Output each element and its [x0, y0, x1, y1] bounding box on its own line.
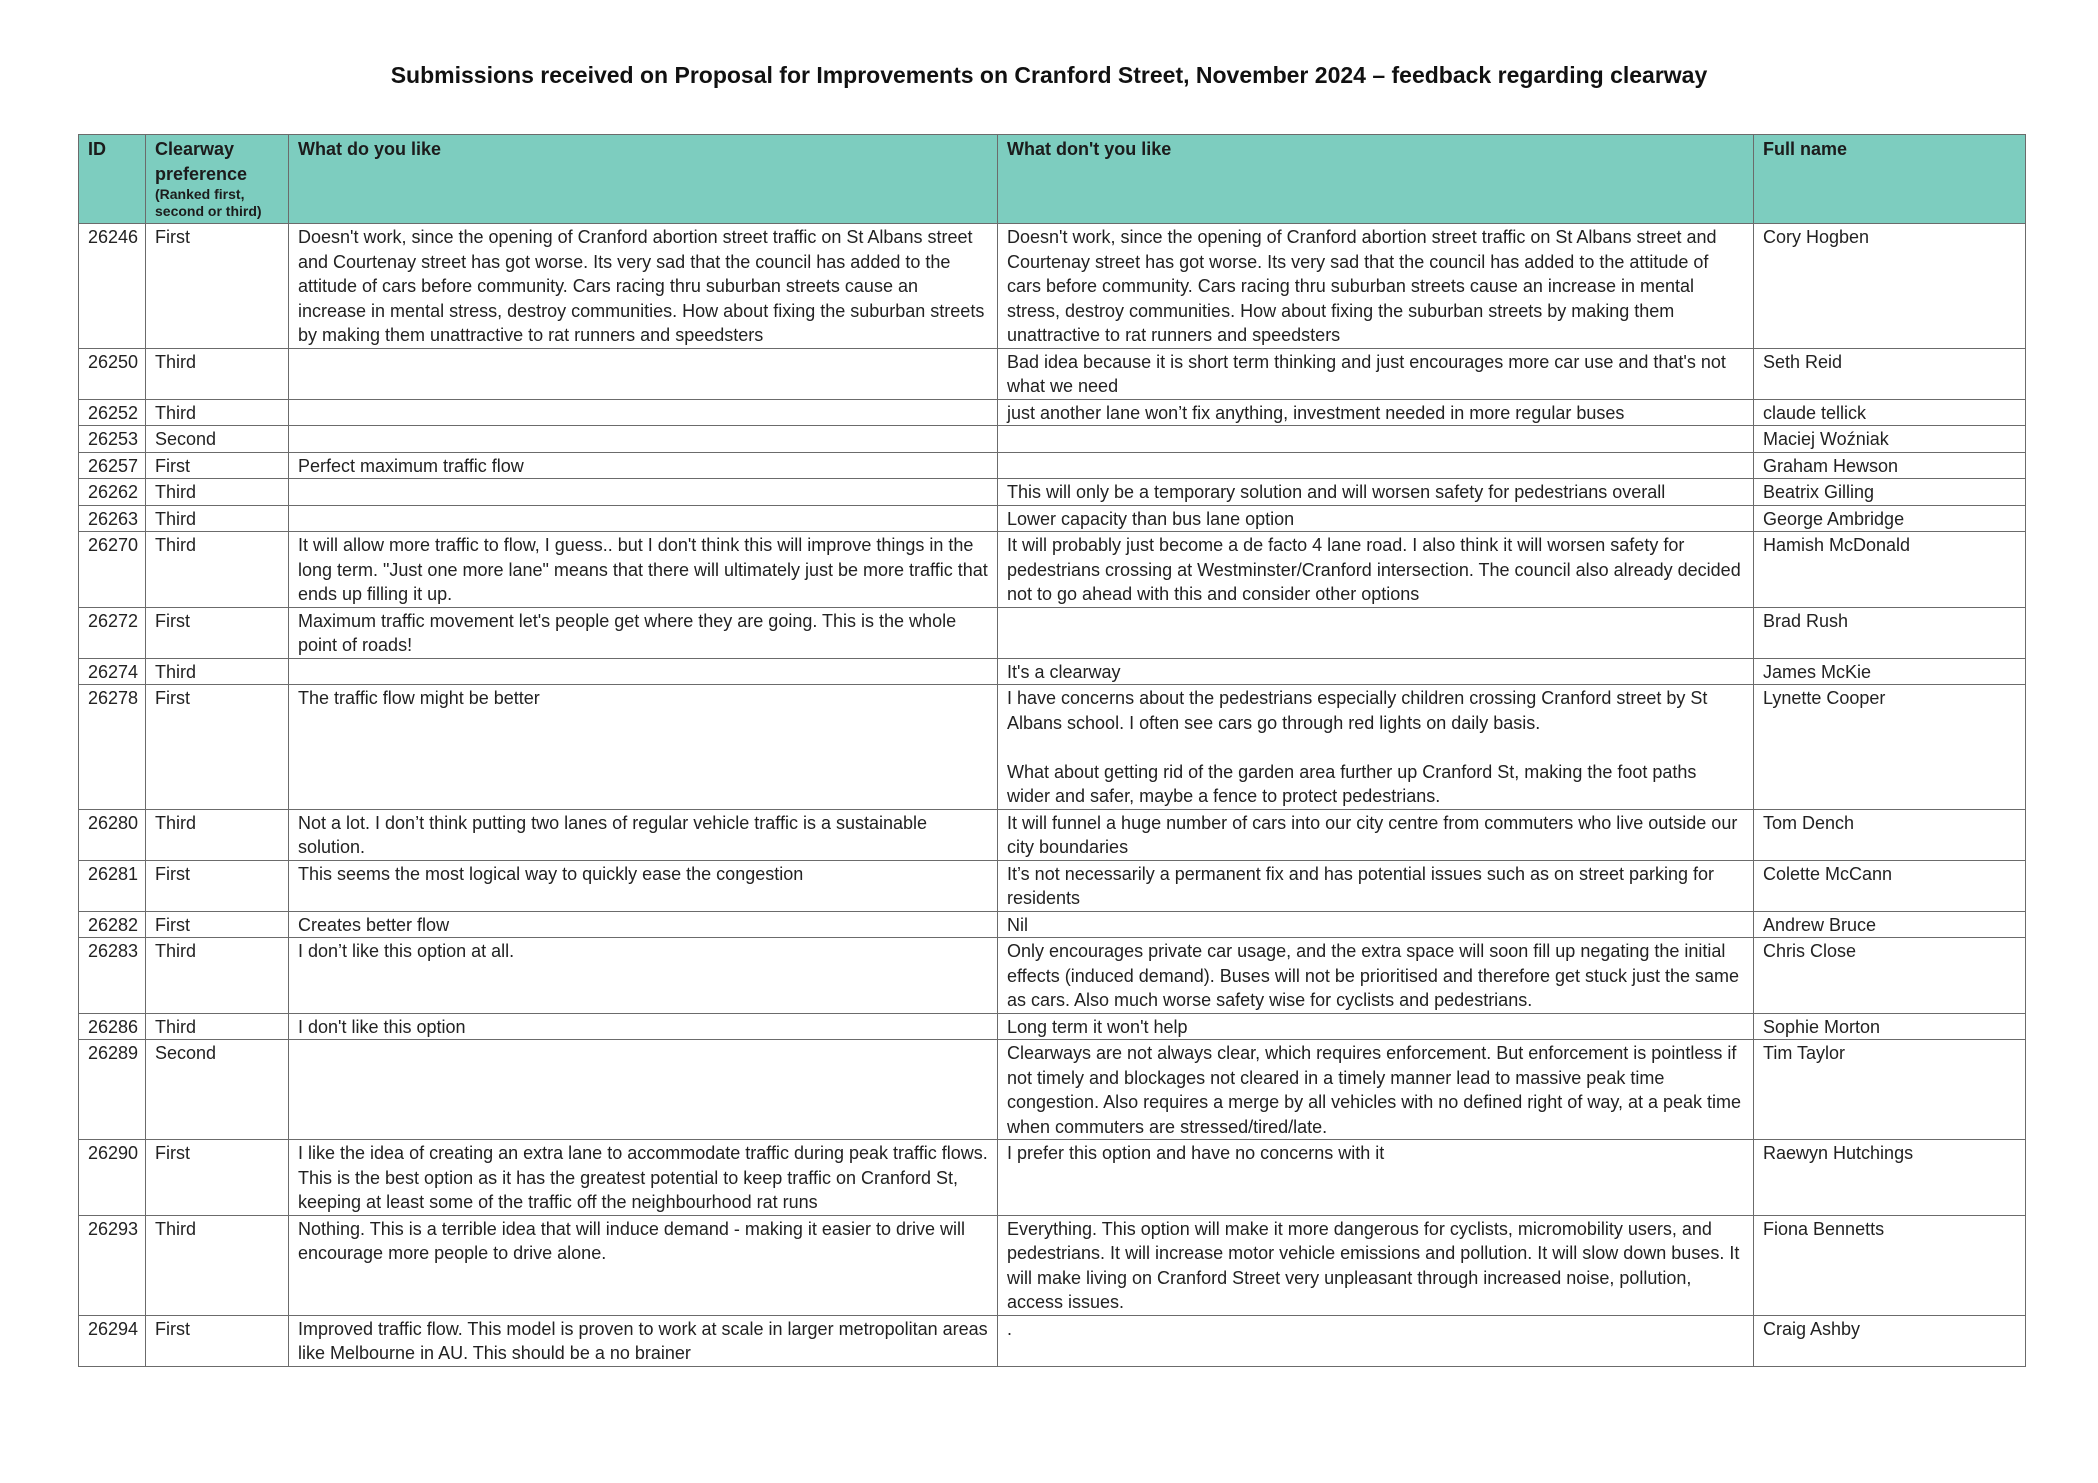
cell-like	[289, 426, 998, 453]
cell-id: 26281	[79, 860, 146, 911]
cell-dislike: I prefer this option and have no concerns with it	[998, 1140, 1754, 1216]
table-row	[79, 938, 2026, 1014]
cell-preference: Third	[146, 809, 289, 860]
cell-name: Beatrix Gilling	[1754, 479, 2026, 506]
cell-like	[289, 1040, 998, 1140]
table-body	[79, 224, 2026, 1367]
cell-like: I don't like this option	[289, 1013, 998, 1040]
cell-like: Creates better flow	[289, 911, 998, 938]
cell-dislike: Long term it won't help	[998, 1013, 1754, 1040]
cell-name: Tim Taylor	[1754, 1040, 2026, 1140]
table-row	[79, 1140, 2026, 1216]
cell-name: Colette McCann	[1754, 860, 2026, 911]
cell-preference: First	[146, 452, 289, 479]
cell-preference: Third	[146, 348, 289, 399]
cell-id: 26283	[79, 938, 146, 1014]
cell-preference: Third	[146, 1013, 289, 1040]
cell-preference: Third	[146, 938, 289, 1014]
cell-dislike: just another lane won’t fix anything, investment needed in more regular buses	[998, 399, 1754, 426]
cell-like	[289, 479, 998, 506]
cell-like: This seems the most logical way to quickly ease the congestion	[289, 860, 998, 911]
cell-name: Tom Dench	[1754, 809, 2026, 860]
cell-dislike: It will funnel a huge number of cars into our city centre from commuters who live outside our city boundaries	[998, 809, 1754, 860]
table-row	[79, 860, 2026, 911]
cell-like	[289, 658, 998, 685]
cell-like: Not a lot. I don’t think putting two lanes of regular vehicle traffic is a sustainable solution.	[289, 809, 998, 860]
submissions-table	[78, 134, 2026, 1367]
cell-id: 26289	[79, 1040, 146, 1140]
cell-dislike: It will probably just become a de facto 4 lane road. I also think it will worsen safety for pedestrians crossing at Westminster/Cranford intersection. The council also already decided not to go ahead with this and consider other options	[998, 532, 1754, 608]
cell-name: Raewyn Hutchings	[1754, 1140, 2026, 1216]
table-row	[79, 1013, 2026, 1040]
cell-name: Seth Reid	[1754, 348, 2026, 399]
cell-dislike: Nil	[998, 911, 1754, 938]
header-id: ID	[79, 135, 146, 224]
cell-id: 26280	[79, 809, 146, 860]
cell-name: Graham Hewson	[1754, 452, 2026, 479]
cell-name: claude tellick	[1754, 399, 2026, 426]
cell-dislike: Everything. This option will make it more dangerous for cyclists, micromobility users, and pedestrians. It will increase motor vehicle emissions and pollution. It will slow down buses. It will make living on Cranford Street very unpleasant through increased noise, pollution, access issues.	[998, 1215, 1754, 1315]
table-row	[79, 911, 2026, 938]
table-row	[79, 426, 2026, 453]
cell-id: 26263	[79, 505, 146, 532]
table-row	[79, 658, 2026, 685]
table-row	[79, 607, 2026, 658]
cell-id: 26252	[79, 399, 146, 426]
table-row	[79, 479, 2026, 506]
cell-like: Maximum traffic movement let's people get where they are going. This is the whole point of roads!	[289, 607, 998, 658]
cell-name: Lynette Cooper	[1754, 685, 2026, 810]
cell-dislike	[998, 452, 1754, 479]
cell-dislike	[998, 607, 1754, 658]
cell-name: Sophie Morton	[1754, 1013, 2026, 1040]
cell-dislike: .	[998, 1315, 1754, 1366]
cell-like: I like the idea of creating an extra lane to accommodate traffic during peak traffic flows. This is the best option as it has the greatest potential to keep traffic on Cranford St, keeping at least some of the traffic off the neighbourhood rat runs	[289, 1140, 998, 1216]
cell-preference: First	[146, 607, 289, 658]
cell-id: 26246	[79, 224, 146, 349]
table-row	[79, 1315, 2026, 1366]
cell-name: Fiona Bennetts	[1754, 1215, 2026, 1315]
cell-dislike: Bad idea because it is short term thinking and just encourages more car use and that's not what we need	[998, 348, 1754, 399]
cell-id: 26257	[79, 452, 146, 479]
cell-like	[289, 348, 998, 399]
cell-id: 26274	[79, 658, 146, 685]
cell-id: 26262	[79, 479, 146, 506]
header-like: What do you like	[289, 135, 998, 224]
table-row	[79, 685, 2026, 810]
header-dislike: What don't you like	[998, 135, 1754, 224]
cell-like: Improved traffic flow. This model is proven to work at scale in larger metropolitan areas like Melbourne in AU. This should be a no brainer	[289, 1315, 998, 1366]
cell-preference: Third	[146, 479, 289, 506]
header-preference-label: Clearway preference	[155, 139, 248, 184]
header-preference-note: (Ranked first, second or third)	[155, 186, 262, 219]
cell-dislike: I have concerns about the pedestrians especially children crossing Cranford street by St Albans school. I often see cars go through red lights on daily basis. What about getting rid of the garden area further up Cranford St, making the foot paths wider and safer, maybe a fence to protect pedestrians.	[998, 685, 1754, 810]
table-row	[79, 399, 2026, 426]
cell-id: 26294	[79, 1315, 146, 1366]
cell-id: 26272	[79, 607, 146, 658]
cell-id: 26290	[79, 1140, 146, 1216]
table-row	[79, 1215, 2026, 1315]
cell-preference: First	[146, 1140, 289, 1216]
cell-preference: Third	[146, 1215, 289, 1315]
table-row	[79, 532, 2026, 608]
cell-id: 26278	[79, 685, 146, 810]
cell-dislike: Lower capacity than bus lane option	[998, 505, 1754, 532]
cell-name: Brad Rush	[1754, 607, 2026, 658]
page-title: Submissions received on Proposal for Improvements on Cranford Street, November 2024 – feedback regarding clearway	[390, 62, 1708, 88]
table-row	[79, 452, 2026, 479]
cell-preference: First	[146, 911, 289, 938]
cell-like: Nothing. This is a terrible idea that will induce demand - making it easier to drive will encourage more people to drive alone.	[289, 1215, 998, 1315]
cell-preference: Third	[146, 505, 289, 532]
cell-like: Perfect maximum traffic flow	[289, 452, 998, 479]
cell-dislike: It’s not necessarily a permanent fix and has potential issues such as on street parking for residents	[998, 860, 1754, 911]
cell-dislike: Only encourages private car usage, and the extra space will soon fill up negating the initial effects (induced demand). Buses will not be prioritised and therefore get stuck just the same as cars. Also much worse safety wise for cyclists and pedestrians.	[998, 938, 1754, 1014]
cell-name: Craig Ashby	[1754, 1315, 2026, 1366]
cell-like: I don’t like this option at all.	[289, 938, 998, 1014]
cell-name: Hamish McDonald	[1754, 532, 2026, 608]
table-row	[79, 348, 2026, 399]
cell-preference: First	[146, 685, 289, 810]
table-header-row	[79, 135, 2026, 224]
cell-dislike: This will only be a temporary solution and will worsen safety for pedestrians overall	[998, 479, 1754, 506]
cell-dislike: Clearways are not always clear, which requires enforcement. But enforcement is pointless if not timely and blockages not cleared in a timely manner lead to massive peak time congestion. Also requires a merge by all vehicles with no defined right of way, at a peak time when commuters are stressed/tired/late.	[998, 1040, 1754, 1140]
table-row	[79, 224, 2026, 349]
cell-id: 26282	[79, 911, 146, 938]
cell-dislike	[998, 426, 1754, 453]
cell-name: George Ambridge	[1754, 505, 2026, 532]
cell-id: 26293	[79, 1215, 146, 1315]
cell-preference: Third	[146, 399, 289, 426]
cell-id: 26250	[79, 348, 146, 399]
cell-like	[289, 505, 998, 532]
table-row	[79, 1040, 2026, 1140]
cell-preference: Third	[146, 658, 289, 685]
cell-like: Doesn't work, since the opening of Cranford abortion street traffic on St Albans street and Courtenay street has got worse. Its very sad that the council has added to the attitude of cars before community. Cars racing thru suburban streets cause an increase in mental stress, destroy communities. How about fixing the suburban streets by making them unattractive to rat runners and speedsters	[289, 224, 998, 349]
cell-id: 26286	[79, 1013, 146, 1040]
cell-preference: First	[146, 860, 289, 911]
cell-name: Chris Close	[1754, 938, 2026, 1014]
table-row	[79, 809, 2026, 860]
table-row	[79, 505, 2026, 532]
cell-dislike: Doesn't work, since the opening of Cranford abortion street traffic on St Albans street and Courtenay street has got worse. Its very sad that the council has added to the attitude of cars before community. Cars racing thru suburban streets cause an increase in mental stress, destroy communities. How about fixing the suburban streets by making them unattractive to rat runners and speedsters	[998, 224, 1754, 349]
cell-id: 26253	[79, 426, 146, 453]
cell-like	[289, 399, 998, 426]
cell-name: Cory Hogben	[1754, 224, 2026, 349]
header-preference	[146, 135, 289, 224]
cell-name: Andrew Bruce	[1754, 911, 2026, 938]
cell-preference: Second	[146, 1040, 289, 1140]
cell-like: It will allow more traffic to flow, I guess.. but I don't think this will improve things in the long term. "Just one more lane" means that there will ultimately just be more traffic that ends up filling it up.	[289, 532, 998, 608]
cell-preference: Second	[146, 426, 289, 453]
cell-dislike: It's a clearway	[998, 658, 1754, 685]
cell-id: 26270	[79, 532, 146, 608]
cell-preference: Third	[146, 532, 289, 608]
cell-preference: First	[146, 224, 289, 349]
header-name: Full name	[1754, 135, 2026, 224]
cell-name: Maciej Woźniak	[1754, 426, 2026, 453]
cell-name: James McKie	[1754, 658, 2026, 685]
cell-like: The traffic flow might be better	[289, 685, 998, 810]
cell-preference: First	[146, 1315, 289, 1366]
